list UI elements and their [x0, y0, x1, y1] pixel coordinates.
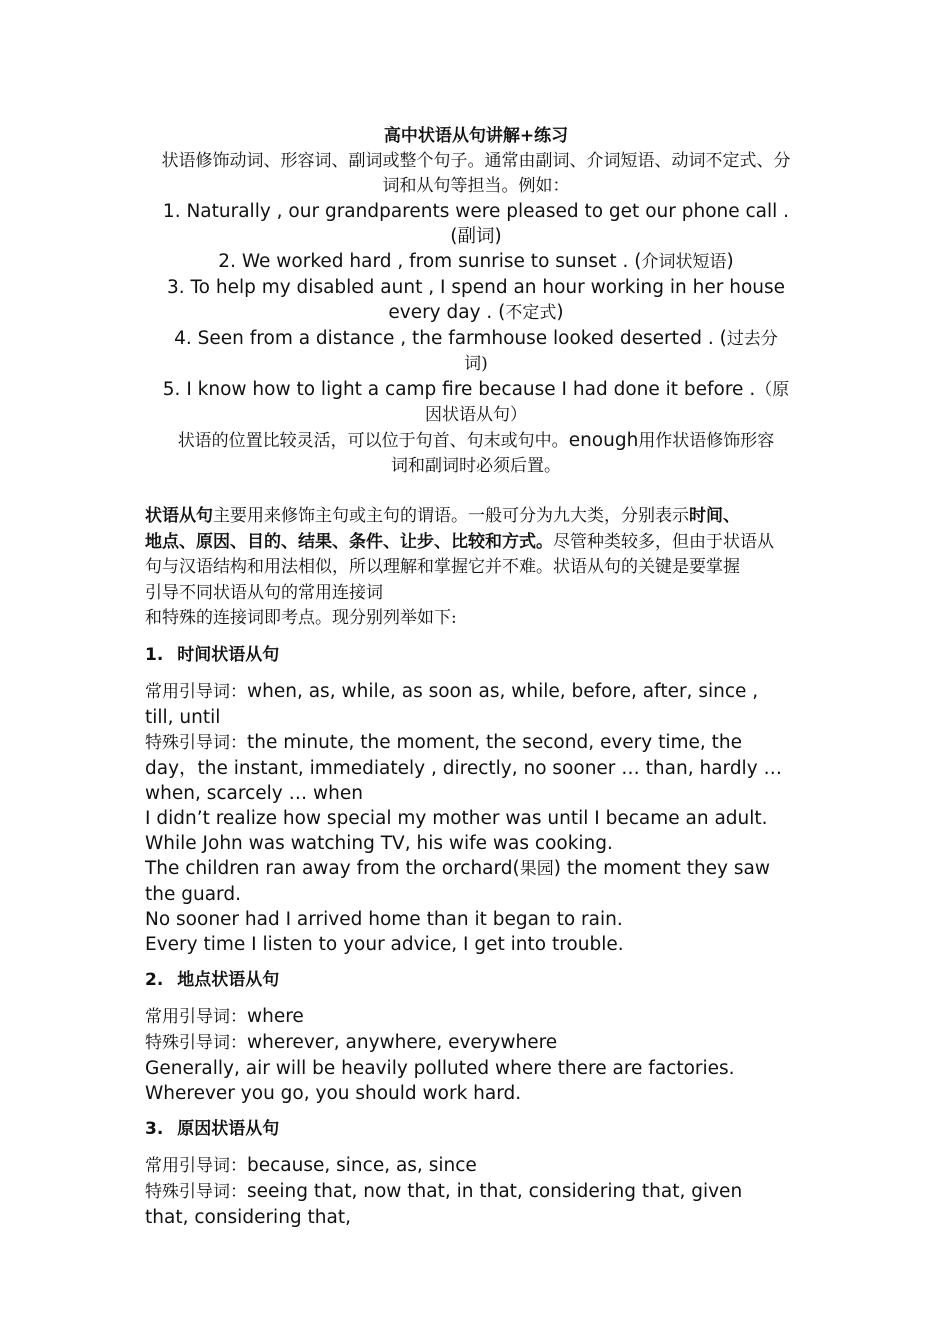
- section-1-sentence-3-line-2: the guard.: [145, 883, 241, 905]
- section-1-sentence-5: Every time I listen to your advice, I get into trouble.: [145, 933, 624, 955]
- example-4-line-2: 词): [464, 354, 488, 374]
- section-3-common-words: because, since, as, since: [247, 1154, 477, 1176]
- overview-bold-1: 时间、: [689, 506, 740, 526]
- example-5-line-2: 因状语从句）: [425, 405, 527, 425]
- section-1-special-3: when, scarcely … when: [145, 782, 363, 804]
- section-1-sentence-4: No sooner had I arrived home than it began to rain.: [145, 908, 623, 930]
- section-1-special-1: [145, 730, 807, 756]
- overview-paragraph: [145, 504, 807, 632]
- overview-line-2: [145, 530, 807, 556]
- section-3-special-words: seeing that, now that, in that, considering that, given: [247, 1180, 743, 1202]
- section-2-common-label: 常用引导词：: [145, 1006, 247, 1027]
- position-note-line-1: [145, 428, 807, 454]
- overview-bold-2: 地点、原因、目的、结果、条件、让步、比较和方式。: [145, 531, 553, 552]
- document-page: [145, 124, 807, 1230]
- position-note-text: 状语的位置比较灵活，可以位于句首、句末或句中。: [177, 431, 569, 451]
- example-1-line-2: (副词): [450, 226, 502, 247]
- overview-text-1: 主要用来修饰主句或主句的谓语。一般可分为九大类，分别表示: [213, 506, 689, 526]
- example-5-line-1: [145, 377, 807, 403]
- section-3-special-1: [145, 1179, 807, 1205]
- section-3-number: 3.: [145, 1118, 164, 1139]
- section-1-common-1: [145, 679, 807, 705]
- document-title: 高中状语从句讲解+练习: [383, 126, 569, 146]
- example-2-close: ): [726, 251, 734, 272]
- section-1-special-2: [145, 756, 807, 781]
- example-3-close: ): [556, 302, 564, 323]
- section-2-special-label: 特殊引导词：: [145, 1032, 247, 1053]
- section-2-common: [145, 1004, 807, 1030]
- section-1-title: 时间状语从句: [177, 644, 280, 665]
- example-3-text: every day . (: [388, 302, 506, 323]
- example-3-line-2: [145, 300, 807, 326]
- section-1-heading: [145, 643, 807, 668]
- section-2-sentence-1: Generally, air will be heavily polluted where there are factories.: [145, 1057, 735, 1079]
- overview-line-4: 引导不同状语从句的常用连接词: [145, 582, 383, 603]
- example-2-type: 介词状短语: [641, 252, 727, 272]
- section-2-common-words: where: [247, 1005, 304, 1027]
- overview-text-2: 尽管种类较多，但由于状语从: [553, 531, 774, 552]
- section-2-special-words: wherever, anywhere, everywhere: [247, 1031, 558, 1053]
- section-3-special-label: 特殊引导词：: [145, 1181, 247, 1202]
- section-1-sentence-1: I didn’t realize how special my mother was until I became an adult.: [145, 807, 768, 829]
- section-1-sentence-3b: ) the moment they saw: [553, 857, 770, 879]
- example-2: [145, 249, 807, 275]
- example-4-line-1: [145, 326, 807, 352]
- section-2-number: 2.: [145, 969, 164, 990]
- section-1-number: 1.: [145, 644, 164, 665]
- section-3-common: [145, 1153, 807, 1179]
- section-1-common-words: when, as, while, as soon as, while, before, after, since ,: [247, 680, 759, 702]
- example-2-text: 2. We worked hard , from sunrise to sunset . (: [218, 251, 642, 272]
- section-1-common-2: till, until: [145, 706, 221, 728]
- section-3-special-2: that, considering that,: [145, 1206, 351, 1228]
- example-5-text: 5. I know how to light a camp fire because I had done it before .: [162, 379, 756, 400]
- overview-line-5: 和特殊的连接词即考点。现分别列举如下:: [145, 608, 457, 628]
- section-1-sentence-3-zh: 果园: [519, 858, 554, 879]
- example-3-line-1: 3. To help my disabled aunt , I spend an hour working in her house: [166, 277, 786, 298]
- example-5-type: （原: [755, 380, 790, 400]
- section-1-special-day: day，: [145, 757, 198, 779]
- intro-line-2: 词和从句等担当。例如：: [382, 176, 570, 196]
- section-1-special-words: the minute, the moment, the second, every time, the: [247, 731, 743, 753]
- section-3-common-label: 常用引导词：: [145, 1155, 247, 1176]
- position-note-text-2: 用作状语修饰形容: [638, 431, 775, 451]
- section-2-sentence-2: Wherever you go, you should work hard.: [145, 1082, 522, 1104]
- example-1-line-1: 1. Naturally , our grandparents were pleased to get our phone call .: [162, 201, 790, 222]
- example-4-text: 4. Seen from a distance , the farmhouse looked deserted . (: [174, 328, 727, 349]
- position-note-enough: enough: [568, 430, 639, 451]
- section-1-sentence-3: [145, 856, 807, 882]
- overview-line-1: [145, 504, 807, 530]
- section-1-common-label: 常用引导词：: [145, 681, 247, 702]
- section-2-special: [145, 1030, 807, 1056]
- section-2-heading: [145, 968, 807, 993]
- overview-keyword: 状语从句: [145, 506, 213, 526]
- section-2-title: 地点状语从句: [177, 969, 280, 990]
- section-3-heading: [145, 1117, 807, 1142]
- overview-line-3: 句与汉语结构和用法相似，所以理解和掌握它并不难。状语从句的关键是要掌握: [145, 557, 740, 577]
- intro-line-1: 状语修饰动词、形容词、副词或整个句子。通常由副词、介词短语、动词不定式、分: [161, 151, 791, 171]
- section-1-sentence-2: While John was watching TV, his wife was cooking.: [145, 832, 613, 854]
- example-3-type: 不定式: [505, 303, 557, 323]
- section-1-special-words-2: the instant, immediately , directly, no sooner … than, hardly …: [197, 757, 783, 779]
- example-4-type: 过去分: [726, 329, 778, 349]
- position-note-line-2: 词和副词时必须后置。: [391, 456, 561, 476]
- section-1-sentence-3a: The children ran away from the orchard(: [145, 857, 520, 879]
- section-1-special-label: 特殊引导词：: [145, 732, 247, 753]
- section-3-title: 原因状语从句: [177, 1118, 280, 1139]
